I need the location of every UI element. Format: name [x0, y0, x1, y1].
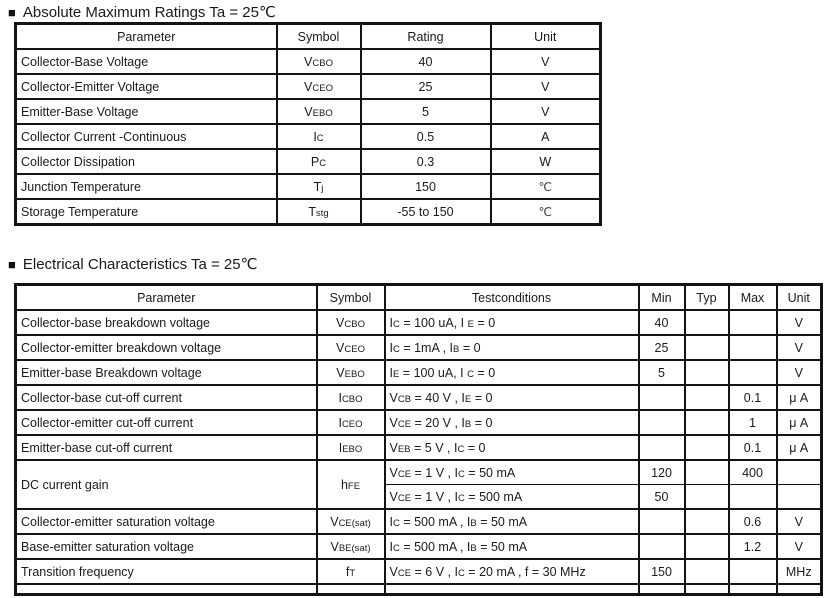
max-cell: 1.2 — [729, 534, 777, 559]
min-cell — [639, 410, 685, 435]
testconditions-cell: VCE = 1 V , IC = 500 mA — [385, 485, 639, 510]
parameter-cell: DC current gain — [16, 460, 317, 509]
unit-cell: V — [777, 534, 822, 559]
max-cell — [729, 584, 777, 595]
rating-cell: -55 to 150 — [361, 199, 491, 225]
min-cell: 120 — [639, 460, 685, 485]
unit-cell: V — [491, 99, 601, 124]
table-row — [16, 435, 822, 460]
table-row — [16, 460, 822, 485]
min-header: Min — [639, 285, 685, 311]
symbol-cell: Tj — [277, 174, 361, 199]
unit-cell: V — [777, 335, 822, 360]
table-row — [16, 559, 822, 584]
testconditions-cell: VEB = 5 V , IC = 0 — [385, 435, 639, 460]
typ-cell — [685, 410, 729, 435]
unit-cell: MHz — [777, 559, 822, 584]
parameter-cell: Transition frequency — [16, 559, 317, 584]
testconditions-cell: IE = 100 uA, I C = 0 — [385, 360, 639, 385]
max-cell: 1 — [729, 410, 777, 435]
testconditions-cell: IC = 500 mA , IB = 50 mA — [385, 534, 639, 559]
symbol-cell: VCBO — [277, 49, 361, 74]
parameter-cell: Base-emitter saturation voltage — [16, 534, 317, 559]
unit-cell: V — [777, 310, 822, 335]
parameter-cell: Collector-base cut-off current — [16, 385, 317, 410]
section-title-absolute-maximum-ratings — [8, 3, 276, 21]
table-row — [16, 310, 822, 335]
symbol-cell: PC — [277, 149, 361, 174]
table-row — [16, 124, 601, 149]
electrical-characteristics-table — [14, 283, 823, 596]
min-cell — [639, 509, 685, 534]
parameter-cell: Storage Temperature — [16, 199, 277, 225]
testconditions-cell: VCB = 40 V , IE = 0 — [385, 385, 639, 410]
symbol-cell: Tstg — [277, 199, 361, 225]
unit-cell: V — [777, 509, 822, 534]
max-cell: 0.6 — [729, 509, 777, 534]
black-square-icon: ■ — [8, 4, 16, 20]
parameter-cell — [16, 584, 317, 595]
typ-cell — [685, 559, 729, 584]
symbol-cell: hFE — [317, 460, 385, 509]
min-cell — [639, 435, 685, 460]
symbol-cell — [317, 584, 385, 595]
unit-cell: V — [491, 49, 601, 74]
typ-cell — [685, 584, 729, 595]
min-cell: 25 — [639, 335, 685, 360]
black-square-icon: ■ — [8, 256, 16, 272]
section-title-text: Electrical Characteristics Ta = 25℃ — [22, 256, 258, 273]
symbol-cell: VCEO — [277, 74, 361, 99]
parameter-header: Parameter — [16, 24, 277, 50]
table-row — [16, 74, 601, 99]
parameter-cell: Collector-emitter breakdown voltage — [16, 335, 317, 360]
unit-cell: μ A — [777, 410, 822, 435]
symbol-cell: VEBO — [317, 360, 385, 385]
symbol-cell: IC — [277, 124, 361, 149]
typ-header: Typ — [685, 285, 729, 311]
symbol-cell: VBE(sat) — [317, 534, 385, 559]
parameter-cell: Emitter-base cut-off current — [16, 435, 317, 460]
absolute-maximum-ratings-table — [14, 22, 602, 226]
rating-cell: 25 — [361, 74, 491, 99]
max-cell — [729, 360, 777, 385]
typ-cell — [685, 460, 729, 485]
symbol-cell: VCEO — [317, 335, 385, 360]
partial-row — [16, 584, 822, 595]
max-cell — [729, 335, 777, 360]
parameter-cell: Emitter-Base Voltage — [16, 99, 277, 124]
symbol-cell: ICEO — [317, 410, 385, 435]
parameter-header: Parameter — [16, 285, 317, 311]
symbol-header: Symbol — [317, 285, 385, 311]
symbol-cell: VCBO — [317, 310, 385, 335]
unit-header: Unit — [777, 285, 822, 311]
table-row — [16, 534, 822, 559]
symbol-cell: ICBO — [317, 385, 385, 410]
unit-cell: μ A — [777, 385, 822, 410]
unit-cell — [777, 485, 822, 510]
rating-header: Rating — [361, 24, 491, 50]
max-cell: 0.1 — [729, 385, 777, 410]
typ-cell — [685, 335, 729, 360]
min-cell: 50 — [639, 485, 685, 510]
unit-header: Unit — [491, 24, 601, 50]
max-cell — [729, 559, 777, 584]
rating-cell: 150 — [361, 174, 491, 199]
testconditions-cell: VCE = 20 V , IB = 0 — [385, 410, 639, 435]
min-cell — [639, 534, 685, 559]
table-row — [16, 385, 822, 410]
rating-cell: 0.3 — [361, 149, 491, 174]
unit-cell — [777, 460, 822, 485]
unit-cell: V — [491, 74, 601, 99]
testconditions-cell: IC = 100 uA, I E = 0 — [385, 310, 639, 335]
parameter-cell: Collector-emitter cut-off current — [16, 410, 317, 435]
table-row — [16, 360, 822, 385]
unit-cell: W — [491, 149, 601, 174]
typ-cell — [685, 360, 729, 385]
typ-cell — [685, 534, 729, 559]
max-header: Max — [729, 285, 777, 311]
table-row — [16, 199, 601, 225]
typ-cell — [685, 385, 729, 410]
unit-cell: V — [777, 360, 822, 385]
symbol-cell: VCE(sat) — [317, 509, 385, 534]
typ-cell — [685, 435, 729, 460]
min-cell: 5 — [639, 360, 685, 385]
table-row — [16, 149, 601, 174]
unit-cell — [777, 584, 822, 595]
min-cell: 40 — [639, 310, 685, 335]
testconditions-header: Testconditions — [385, 285, 639, 311]
symbol-cell: fT — [317, 559, 385, 584]
symbol-cell: VEBO — [277, 99, 361, 124]
unit-cell: A — [491, 124, 601, 149]
section-title-electrical-characteristics — [8, 255, 257, 273]
symbol-cell: IEBO — [317, 435, 385, 460]
parameter-cell: Collector-emitter saturation voltage — [16, 509, 317, 534]
parameter-cell: Collector Current -Continuous — [16, 124, 277, 149]
rating-cell: 40 — [361, 49, 491, 74]
unit-cell: ℃ — [491, 174, 601, 199]
header-row — [16, 285, 822, 311]
table-row — [16, 509, 822, 534]
max-cell: 0.1 — [729, 435, 777, 460]
max-cell: 400 — [729, 460, 777, 485]
rating-cell: 5 — [361, 99, 491, 124]
parameter-cell: Emitter-base Breakdown voltage — [16, 360, 317, 385]
testconditions-cell: IC = 1mA , IB = 0 — [385, 335, 639, 360]
testconditions-cell: IC = 500 mA , IB = 50 mA — [385, 509, 639, 534]
typ-cell — [685, 485, 729, 510]
min-cell: 150 — [639, 559, 685, 584]
table-row — [16, 410, 822, 435]
testconditions-cell — [385, 584, 639, 595]
unit-cell: ℃ — [491, 199, 601, 225]
table-row — [16, 335, 822, 360]
parameter-cell: Collector-Base Voltage — [16, 49, 277, 74]
typ-cell — [685, 509, 729, 534]
max-cell — [729, 310, 777, 335]
symbol-header: Symbol — [277, 24, 361, 50]
parameter-cell: Collector-base breakdown voltage — [16, 310, 317, 335]
min-cell — [639, 385, 685, 410]
max-cell — [729, 485, 777, 510]
parameter-cell: Collector Dissipation — [16, 149, 277, 174]
parameter-cell: Collector-Emitter Voltage — [16, 74, 277, 99]
table-row — [16, 174, 601, 199]
table-row — [16, 99, 601, 124]
table-row — [16, 49, 601, 74]
header-row — [16, 24, 601, 50]
typ-cell — [685, 310, 729, 335]
testconditions-cell: VCE = 6 V , IC = 20 mA , f = 30 MHz — [385, 559, 639, 584]
section-title-text: Absolute Maximum Ratings Ta = 25℃ — [22, 4, 276, 21]
unit-cell: μ A — [777, 435, 822, 460]
parameter-cell: Junction Temperature — [16, 174, 277, 199]
min-cell — [639, 584, 685, 595]
rating-cell: 0.5 — [361, 124, 491, 149]
testconditions-cell: VCE = 1 V , IC = 50 mA — [385, 460, 639, 485]
